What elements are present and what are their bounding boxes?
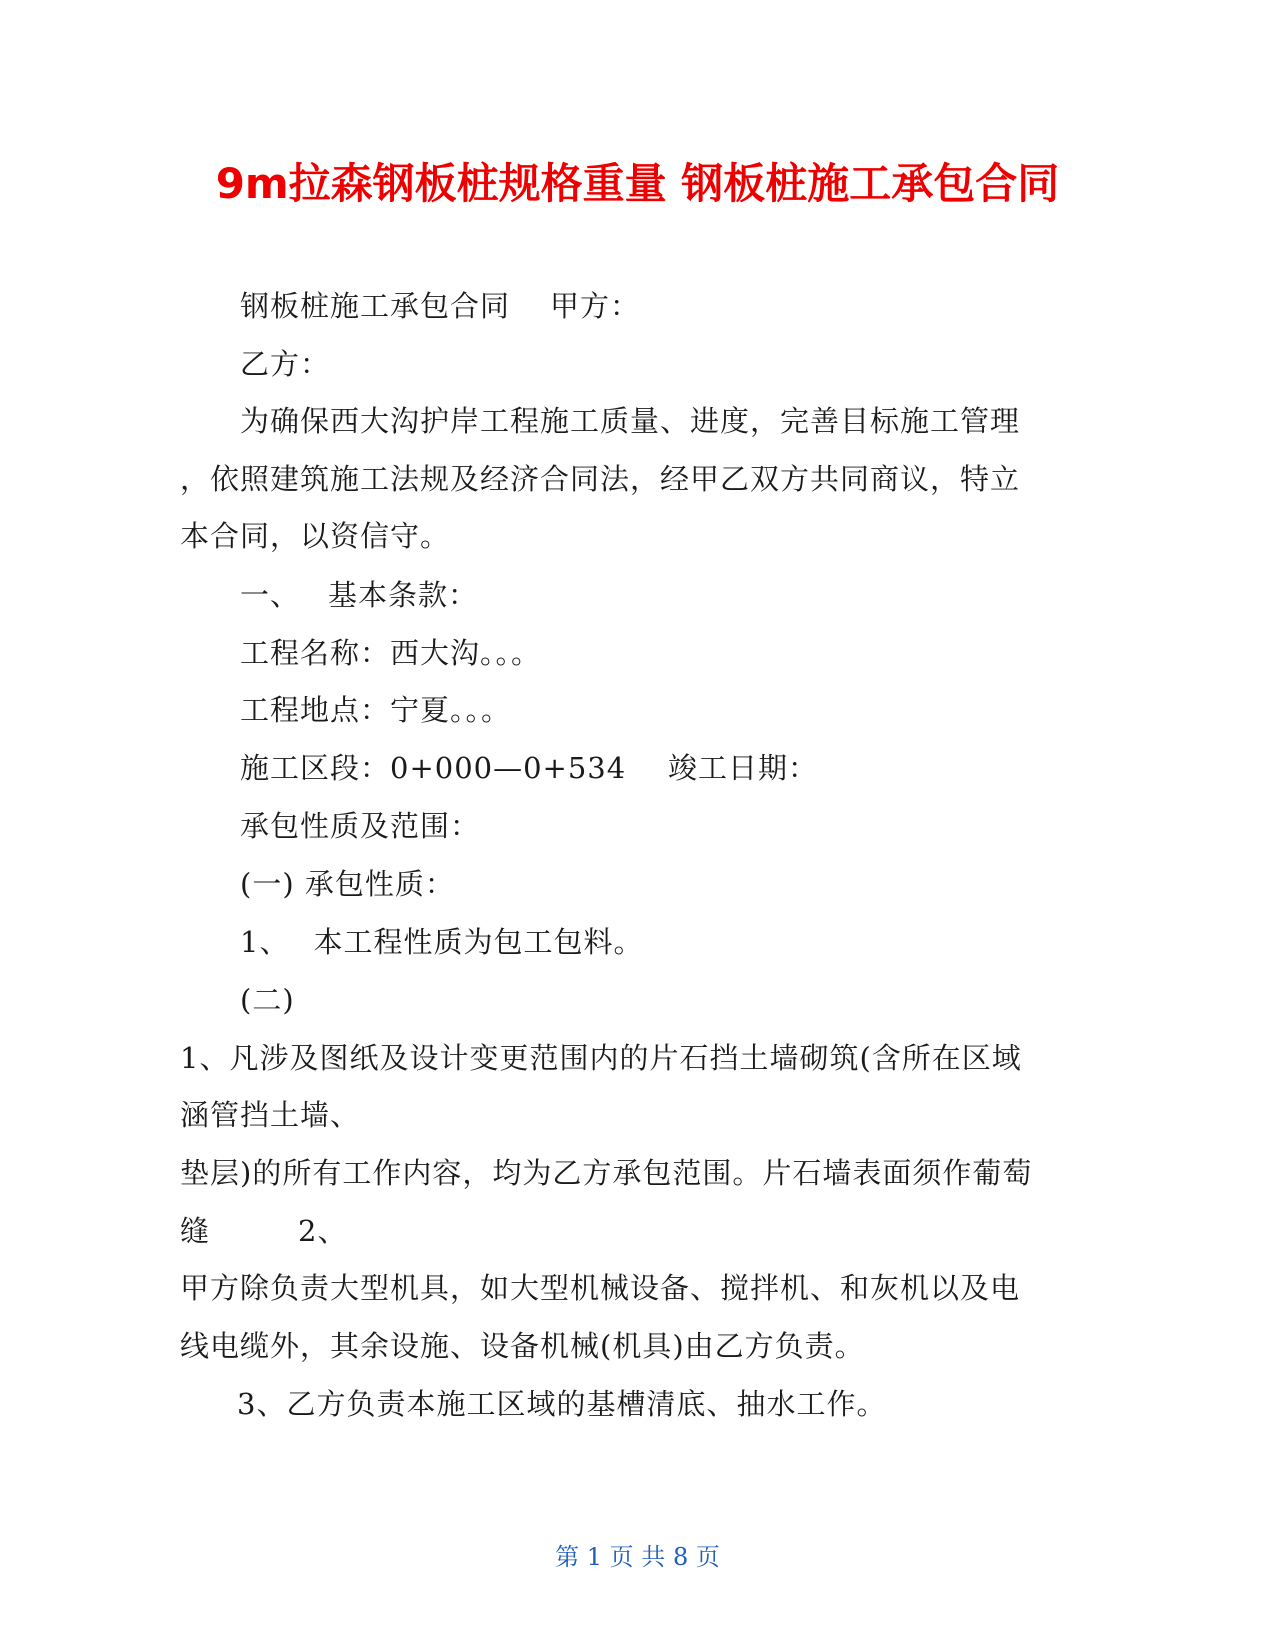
list-item <box>240 924 643 960</box>
paragraph-line: 3、乙方负责本施工区域的基槽清底、抽水工作。 <box>237 1387 887 1421</box>
section-title: 基本条款： <box>328 578 479 612</box>
paragraph-line: 甲方除负责大型机具，如大型机械设备、搅拌机、和灰机以及电 <box>180 1271 1021 1305</box>
paragraph-line: 承包性质及范围： <box>240 809 481 843</box>
paragraph-line: ，依照建筑施工法规及经济合同法，经甲乙双方共同商议，特立 <box>180 462 1021 496</box>
paragraph-line: 线电缆外，其余设施、设备机械(机具)由乙方负责。 <box>180 1329 865 1363</box>
list-text: 本工程性质为包工包料。 <box>313 925 644 959</box>
paragraph-line <box>180 1213 347 1249</box>
paragraph-line: 涵管挡土墙、 <box>180 1098 361 1132</box>
paragraph-line: 为确保西大沟护岸工程施工质量、进度，完善目标施工管理 <box>240 404 1021 438</box>
section-heading <box>240 577 478 613</box>
line-text: 缝 <box>180 1214 211 1248</box>
completion-date: 竣工日期： <box>668 751 819 785</box>
paragraph-line: (二) <box>240 983 295 1017</box>
paragraph-line <box>240 288 640 324</box>
party-b-label: 乙方： <box>240 347 331 381</box>
document-title: 9m拉森钢板桩规格重量 钢板桩施工承包合同 <box>215 159 1060 208</box>
paragraph-line: 1、凡涉及图纸及设计变更范围内的片石挡土墙砌筑(含所在区域 <box>180 1041 1022 1075</box>
section-number: 一、 <box>240 578 301 612</box>
contract-heading: 钢板桩施工承包合同 <box>240 289 511 323</box>
paragraph-line: (一) 承包性质： <box>240 867 455 901</box>
party-a-label: 甲方： <box>550 289 641 323</box>
paragraph-line: 本合同，以资信守。 <box>180 519 451 553</box>
construction-section: 施工区段：0+000—0+534 <box>240 751 627 785</box>
list-number: 2、 <box>298 1214 348 1248</box>
list-number: 1、 <box>240 925 290 959</box>
project-name: 工程名称：西大沟。。。 <box>240 636 542 670</box>
page-number: 第 1 页 共 8 页 <box>555 1543 720 1571</box>
project-location: 工程地点：宁夏。。。 <box>240 693 512 727</box>
paragraph-line: 垫层)的所有工作内容，均为乙方承包范围。片石墙表面须作葡萄 <box>180 1156 1033 1190</box>
